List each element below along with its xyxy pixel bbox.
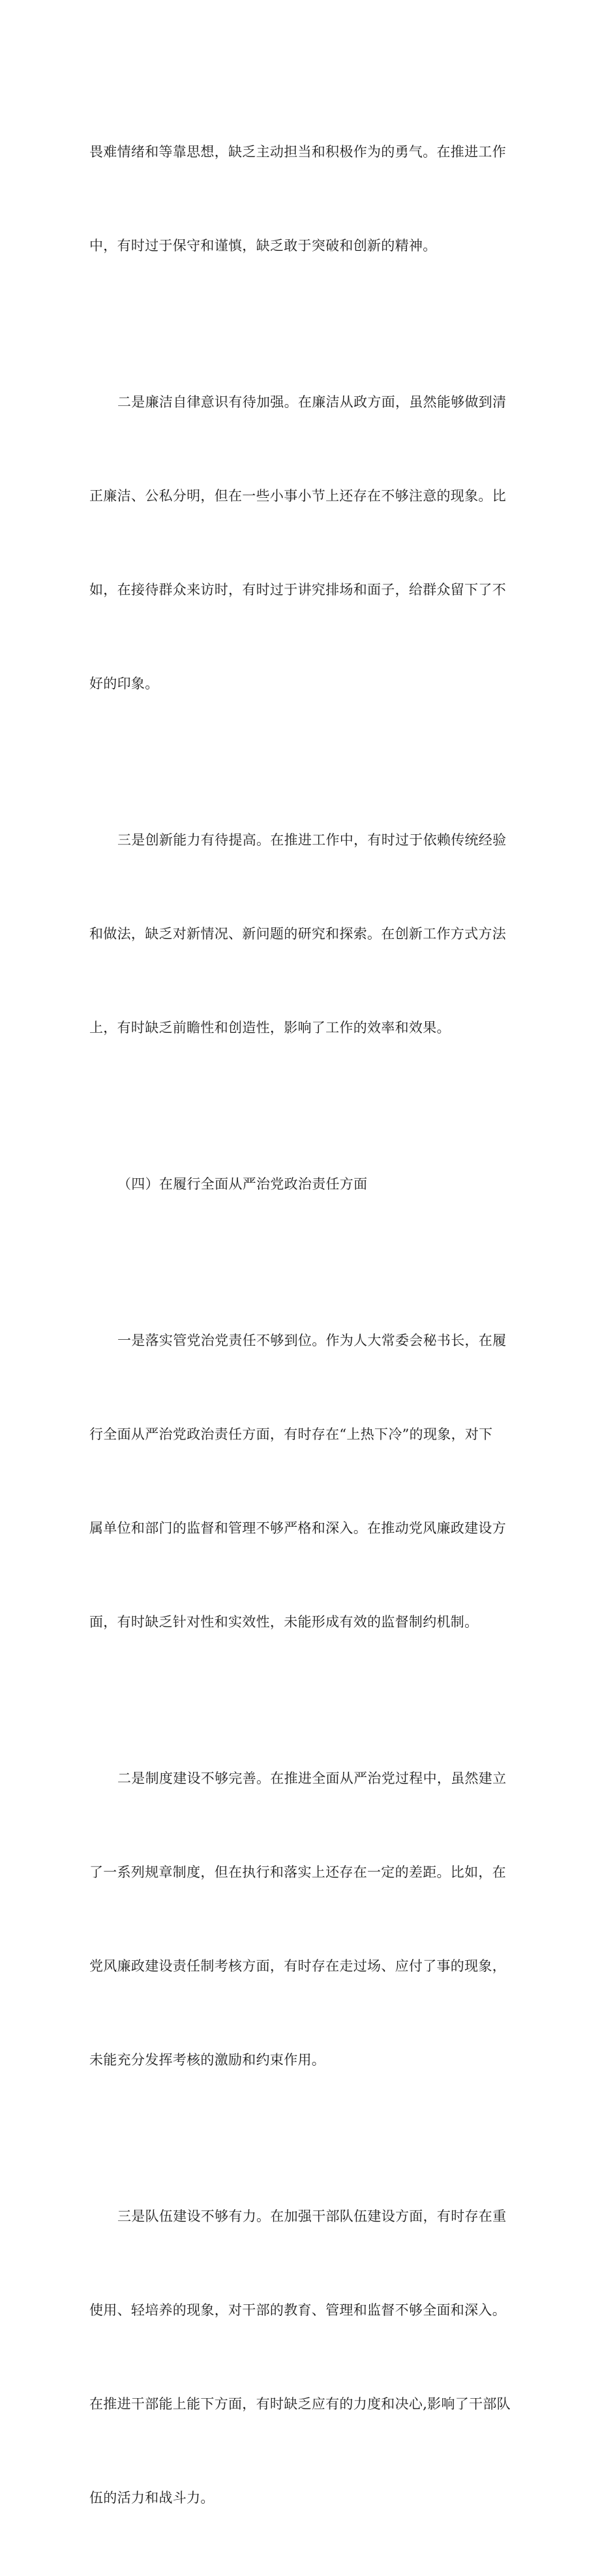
text-line: 未能充分发挥考核的激励和约束作用。 [89, 2052, 326, 2068]
text-line: 了一系列规章制度，但在执行和落实上还存在一定的差距。比如，在 [89, 1864, 506, 1880]
text-line: 属单位和部门的监督和管理不够严格和深入。在推动党风廉政建设方 [89, 1520, 506, 1536]
text-line: 好的印象。 [89, 676, 159, 691]
text-line: 畏难情绪和等靠思想，缺乏主动担当和积极作为的勇气。在推进工作 [89, 144, 506, 160]
text-line: 二是制度建设不够完善。在推进全面从严治党过程中，虽然建立 [117, 1771, 507, 1786]
text-line: 一是落实管党治党责任不够到位。作为人大常委会秘书长，在履 [117, 1333, 507, 1348]
text-line: 二是廉洁自律意识有待加强。在廉洁从政方面，虽然能够做到清 [117, 394, 507, 410]
document-body [89, 74, 515, 2576]
text-line: 正廉洁、公私分明，但在一些小事小节上还存在不够注意的现象。比 [89, 488, 506, 504]
text-line: 如，在接待群众来访时，有时过于讲究排场和面子，给群众留下了不 [89, 582, 506, 598]
text-line: 伍的活力和战斗力。 [89, 2490, 215, 2506]
text-line: 三是创新能力有待提高。在推进工作中，有时过于依赖传统经验 [117, 832, 507, 848]
paragraph-institutions [89, 1700, 515, 2138]
text-line: 在推进干部能上能下方面，有时缺乏应有的力度和决心,影响了干部队 [89, 2396, 511, 2412]
text-line: 使用、轻培养的现象，对干部的教育、管理和监督不够全面和深入。 [89, 2302, 506, 2318]
text-line: 面，有时缺乏针对性和实效性，未能形成有效的监督制约机制。 [89, 1614, 479, 1630]
section-heading-text: （四）在履行全面从严治党政治责任方面 [117, 1176, 368, 1192]
paragraph-responsibility [89, 1262, 515, 1700]
text-line: 中，有时过于保守和谨慎，缺乏敢于突破和创新的精神。 [89, 238, 437, 253]
paragraph-continuation [89, 74, 515, 324]
text-line: 上，有时缺乏前瞻性和创造性，影响了工作的效率和效果。 [89, 1020, 451, 1035]
text-line: 和做法，缺乏对新情况、新问题的研究和探索。在创新工作方式方法 [89, 926, 506, 942]
text-line: 三是队伍建设不够有力。在加强干部队伍建设方面，有时存在重 [117, 2208, 507, 2224]
section-heading [89, 1106, 515, 1262]
paragraph-innovation [89, 762, 515, 1106]
text-line: 党风廉政建设责任制考核方面，有时存在走过场、应付了事的现象， [89, 1958, 506, 1974]
text-line: 行全面从严治党政治责任方面，有时存在“上热下冷”的现象，对下 [89, 1426, 493, 1442]
paragraph-integrity [89, 324, 515, 762]
paragraph-team-building [89, 2138, 515, 2576]
